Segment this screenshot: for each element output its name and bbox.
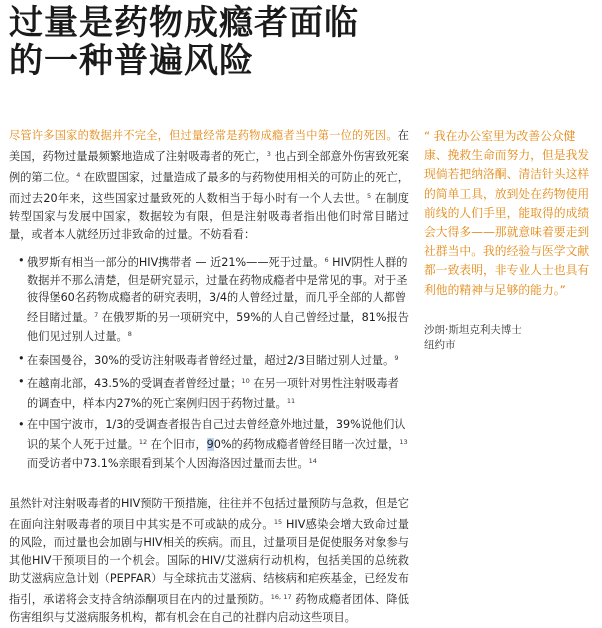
main-column: [9, 127, 409, 627]
quote-attribution: [424, 323, 596, 353]
bullet-text: 在个旧市，: [147, 437, 207, 451]
bullet-text: 在越南北部，43.5%的受调查者曾经过量；: [27, 377, 242, 390]
closing-paragraph: [9, 495, 409, 627]
bullet-text: 0%的药物成瘾者曾经目睹一次过量，: [213, 437, 400, 451]
footnote-ref: 12: [138, 437, 148, 446]
text-selection-highlight: 9: [206, 437, 214, 451]
quote-text: 我在办公室里为改善公众健康、挽救生命而努力，但是我发现倘若把纳洛酮、清洁针头这样的简单工具，放到处在药物使用前线的人们手里，能取得的成绩会大得多——那就意味着要走到社群当中。我的经验与医学文献都一致表明，非专业人士也具有利他的精神与足够的能力。: [424, 129, 590, 297]
footnote-ref: 16, 17: [270, 592, 292, 601]
intro-text-2: 也占到全部意外伤害致死案例的第二位。: [9, 150, 409, 184]
statistics-list: [9, 252, 409, 473]
intro-text-3: 在欧盟国家，过量造成了最多的与药物使用相关的可防止的死亡，而过去20年来，这些国家过量致死的人数相当于每小时有一个人去世。: [9, 171, 409, 205]
list-item: [27, 350, 409, 370]
quote-location: 纽约市: [424, 339, 456, 351]
footnote-ref: 9: [394, 353, 399, 362]
pull-quote: [424, 127, 596, 300]
open-quote-mark: “: [424, 129, 431, 143]
list-item: [27, 373, 409, 412]
footnote-ref: 13: [399, 437, 408, 446]
footnote-ref: 11: [286, 396, 296, 405]
quote-author: 沙朗·斯坦克利夫博士: [424, 324, 522, 336]
bullet-text: 在中国宁波市，1/3的受调查者报告自己过去曾经意外地过量，39%说他们认识的某个人死于过量。: [27, 418, 406, 451]
close-quote-mark: ”: [559, 282, 566, 297]
footnote-ref: 6: [324, 256, 329, 264]
bullet-text: 在另一项针对男性注射吸毒者的调查中，样本内27%的死亡案例归因于药物过量。: [27, 377, 399, 410]
list-item: [27, 252, 409, 346]
bullet-text: 在泰国曼谷，30%的受访注射吸毒者曾经过量，超过2/3目睹过别人过量。: [27, 353, 395, 367]
article-title: [9, 4, 429, 80]
footnote-ref: 5: [366, 192, 372, 200]
paragraph-text: 虽然针对注射吸毒者的HIV预防干预措施，往往并不包括过量预防与急救，但是它在面向注射吸毒者的项目中其实是不可或缺的成分。: [9, 496, 409, 531]
intro-text-1: 在美国，药物过量最频繁地造成了注射吸毒者的死亡，: [9, 129, 409, 163]
title-line-1: 过量是药物成瘾者面临: [9, 3, 359, 43]
intro-paragraph: [9, 127, 409, 244]
bullet-text: 在俄罗斯的另一项研究中，59%的人自己曾经过量，81%报告他们见过别人过量。: [27, 310, 409, 343]
intro-text-4: 在制度转型国家与发展中国家，数据较为有限，但是注射吸毒者指出他们时常目睹过量，或者本人就经历过非致命的过量。不妨看看：: [9, 192, 409, 241]
footnote-ref: 10: [241, 377, 250, 385]
bullet-text: 俄罗斯有相当一部分的HIV携带者 — 近21%——死于过量。: [27, 256, 325, 269]
footnote-ref: 8: [127, 330, 132, 338]
paragraph-text: 药物成瘾者团体、降低伤害组织与艾滋病服务机构，都有机会在自己的社群内启动这些项目。: [9, 592, 409, 624]
paragraph-text: HIV感染会增大致命过量的风险，而过量也会加剧与HIV相关的疾病。而且，过量项目是促使服务对象参与其他HIV干预项目的一个机会。国际的HIV/艾滋病行动机构，包括美国的总统救助艾滋病应急计划（PEPFAR）与全球抗击艾滋病、结核病和疟疾基金，已经发布指引，承诺将会支持含纳添酮项目在内的过量预防。: [9, 517, 409, 606]
bullet-text: 而受访者中73.1%亲眼看到某个人因海洛因过量而去世。: [27, 457, 309, 470]
footnote-ref: 3: [266, 150, 271, 158]
footnote-ref: 14: [308, 457, 317, 465]
list-item: [27, 416, 409, 473]
footnote-ref: 7: [94, 310, 99, 319]
title-line-2: 的一种普遍风险: [9, 41, 254, 81]
footnote-ref: 4: [76, 171, 81, 179]
bullet-text: HIV阴性人群的数据并不那么清楚，但是研究显示，过量在药物成瘾者中是常见的事。对于圣彼得堡60名药物成瘾者的研究表明，3/4的人曾经过量，而几乎全部的人都曾经目睹过量。: [27, 256, 408, 324]
footnote-ref: 15: [273, 517, 283, 526]
lead-sentence: 尽管许多国家的数据并不完全，但过量经常是药物成瘾者当中第一位的死因。: [9, 129, 398, 142]
